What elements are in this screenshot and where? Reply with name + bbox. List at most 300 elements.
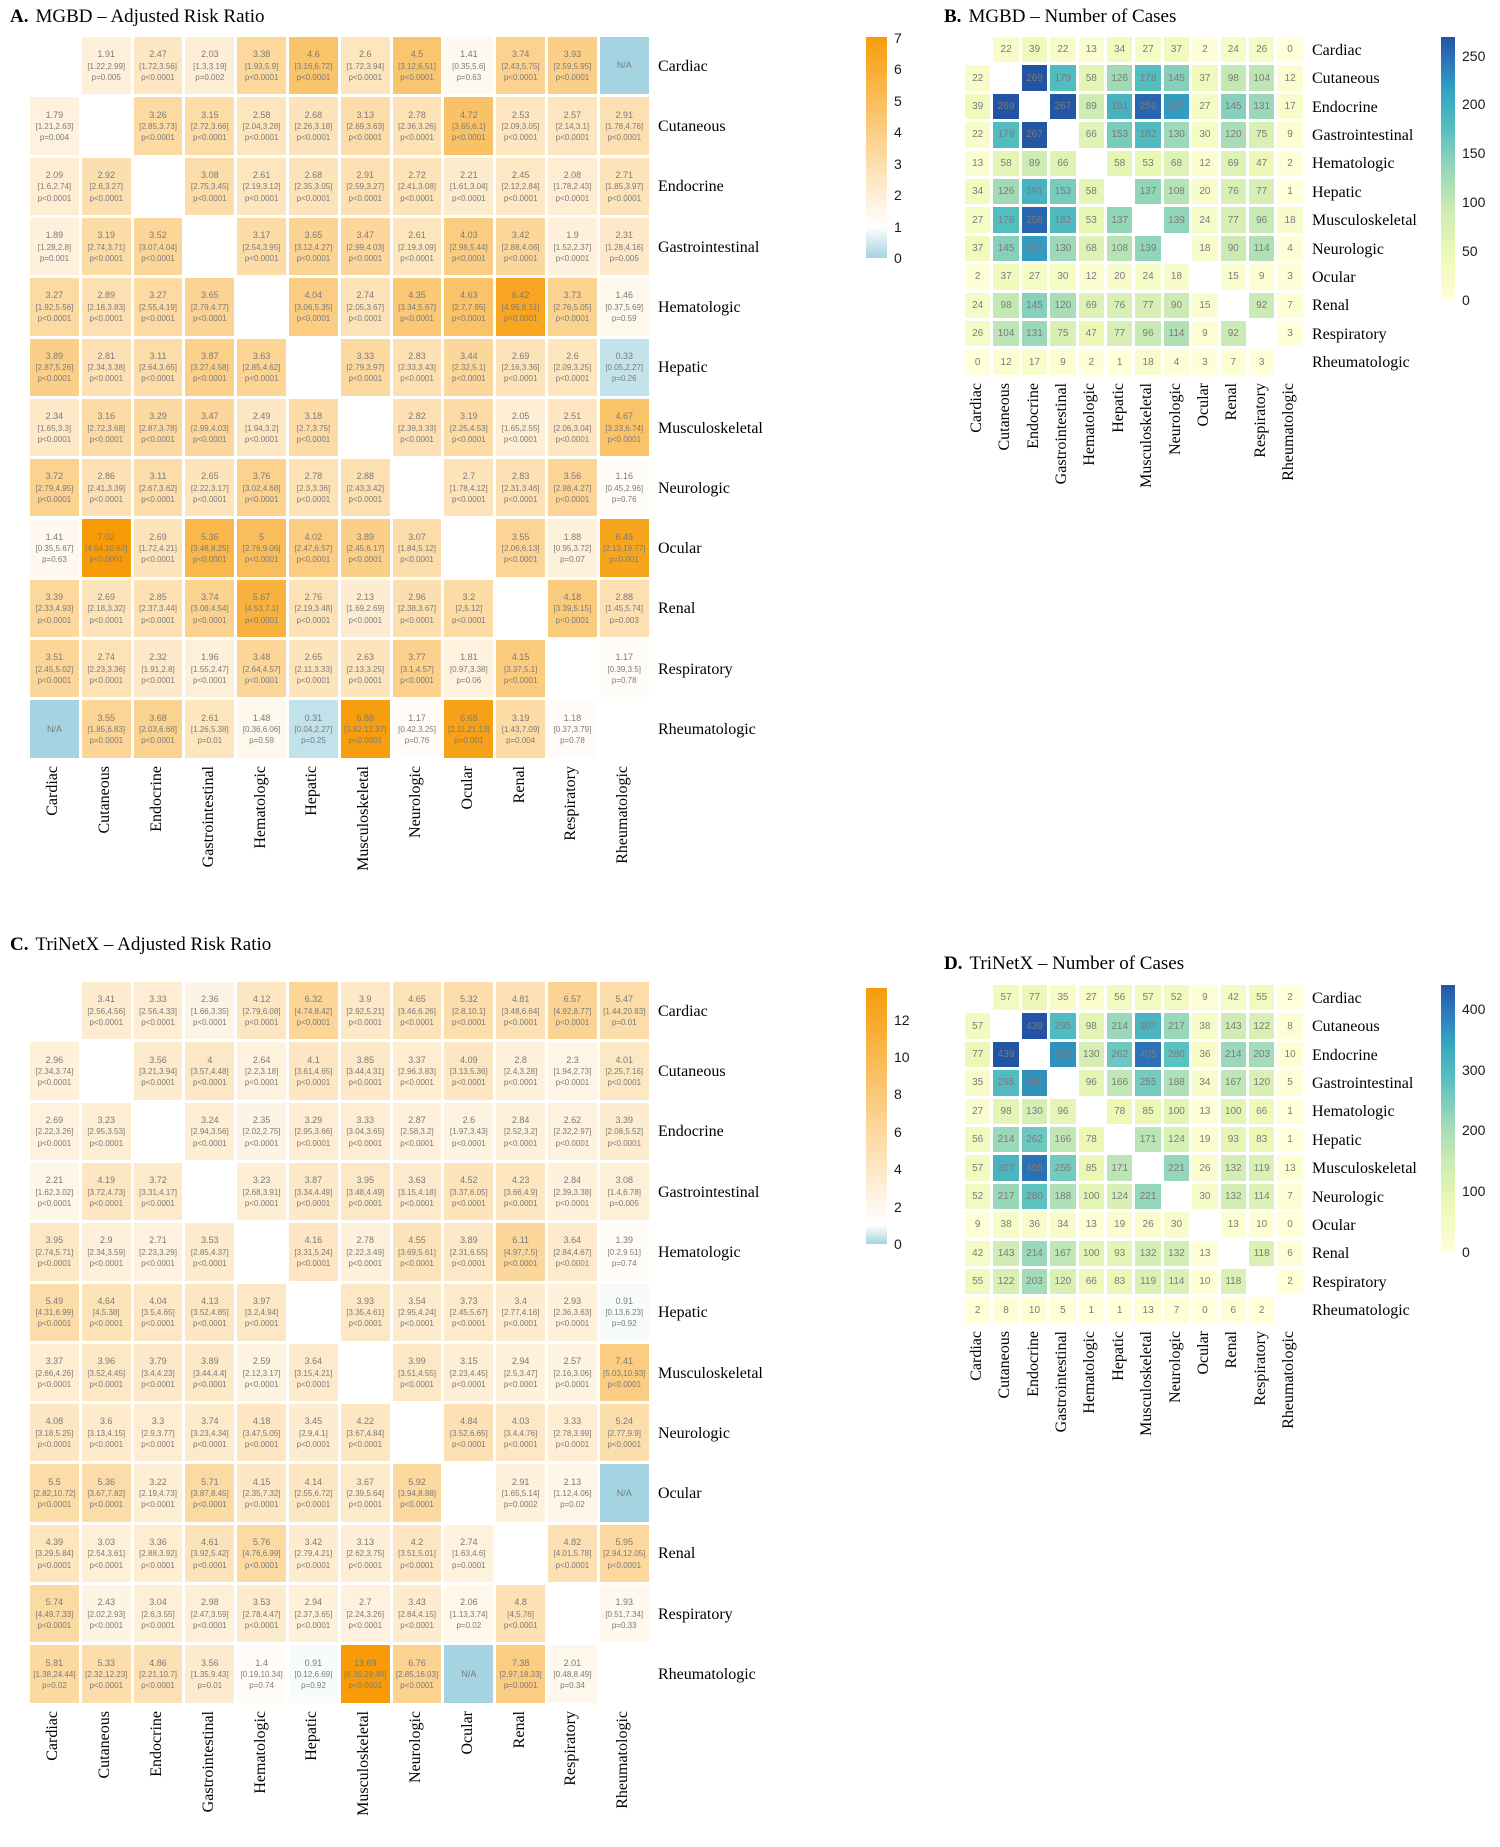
risk-ratio-value: 3.64 — [304, 1356, 323, 1366]
risk-ratio-value: 3.42 — [511, 230, 530, 241]
risk-ratio-value: 4.16 — [304, 1235, 323, 1246]
risk-ratio-value: 2.49 — [252, 411, 271, 421]
p-value: p<0.0001 — [503, 1620, 538, 1630]
risk-ratio-value: 3.2 — [462, 591, 476, 602]
p-value: p<0.0001 — [141, 1198, 175, 1208]
heatmap-cell — [444, 339, 493, 396]
confidence-interval: [2.72,3.68] — [87, 423, 126, 433]
p-value: p=0.003 — [609, 615, 639, 625]
p-value: p=0.005 — [91, 72, 121, 82]
heatmap-cell — [393, 1645, 442, 1702]
heatmap-cell — [341, 339, 390, 396]
heatmap-cell — [393, 982, 442, 1039]
heatmap-cell — [30, 339, 79, 396]
confidence-interval: [1.13,3.74] — [449, 1609, 488, 1619]
p-value: p<0.0001 — [141, 1620, 175, 1630]
risk-ratio-value: 2.83 — [408, 350, 426, 361]
p-value: p<0.0001 — [37, 193, 72, 203]
risk-ratio-value: 3.72 — [45, 471, 64, 482]
col-label: Neurologic — [407, 766, 425, 838]
col-label: Hematologic — [251, 1711, 269, 1794]
heatmap-cell — [30, 700, 79, 757]
risk-ratio-value: 2.88 — [615, 591, 633, 602]
confidence-interval: [2.76,5.05] — [553, 302, 592, 312]
p-value: p<0.0001 — [296, 1560, 331, 1570]
p-value: p<0.0001 — [348, 1017, 383, 1027]
confidence-interval: [2.35,7.32] — [242, 1489, 281, 1499]
heatmap-cell — [134, 399, 183, 456]
confidence-interval: [1.28,2.8] — [37, 242, 72, 252]
risk-ratio-value: 3.56 — [563, 471, 582, 482]
row-label: Rheumatologic — [1312, 354, 1410, 372]
heatmap-cell: 100 — [1079, 1184, 1104, 1209]
heatmap-cell — [341, 1042, 390, 1099]
risk-ratio-value: 3.48 — [252, 652, 271, 663]
confidence-interval: [2.92,5.21] — [346, 1006, 385, 1016]
heatmap-cell — [393, 218, 442, 275]
confidence-interval: [2.19,3.09] — [398, 242, 436, 252]
p-value: p=0.92 — [611, 1319, 637, 1329]
risk-ratio-value: 2.6 — [462, 1114, 476, 1125]
col-label: Cutaneous — [96, 766, 114, 834]
confidence-interval: [2.24,3.26] — [346, 1609, 385, 1619]
heatmap-cell — [30, 1404, 79, 1461]
heatmap-cell: 7 — [1277, 293, 1302, 318]
risk-ratio-value: 3.39 — [615, 1114, 633, 1125]
heatmap-cell: 10 — [1249, 1212, 1274, 1237]
heatmap-cell — [600, 278, 649, 335]
heatmap-cell — [341, 278, 390, 335]
p-value: p<0.0001 — [452, 1319, 486, 1329]
heatmap-cell: 30 — [1192, 1184, 1217, 1209]
risk-ratio-value: 3.99 — [408, 1356, 426, 1366]
confidence-interval: [2.6,3.27] — [89, 182, 123, 192]
heatmap-cell: 96 — [1135, 321, 1160, 346]
confidence-interval: [2.55,4.19] — [139, 302, 177, 312]
heatmap-cell: 9 — [1249, 264, 1274, 289]
heatmap-cell: 217 — [1022, 236, 1047, 261]
p-value: p<0.0001 — [89, 615, 124, 625]
heatmap-cell — [82, 399, 131, 456]
heatmap-cell — [237, 1464, 286, 1521]
heatmap-cell — [496, 1645, 545, 1702]
panel-c-title-text: TriNetX – Adjusted Risk Ratio — [35, 934, 272, 955]
risk-ratio-value: 2.71 — [149, 1235, 167, 1246]
p-value: p<0.0001 — [141, 1319, 175, 1329]
heatmap-cell: 368 — [1022, 1070, 1047, 1095]
confidence-interval: [3.87,8.45] — [190, 1489, 229, 1499]
confidence-interval: [3.1,4.57] — [400, 664, 434, 674]
heatmap-cell: 98 — [1221, 65, 1246, 90]
row-label: Neurologic — [1312, 240, 1384, 258]
heatmap-cell: 37 — [1164, 37, 1189, 62]
p-value: p<0.0001 — [141, 1259, 175, 1269]
heatmap-cell: 1 — [1079, 1297, 1104, 1322]
confidence-interval: [2.23,4.45] — [449, 1368, 488, 1378]
heatmap-cell — [600, 339, 649, 396]
confidence-interval: [4.01,5.78] — [553, 1549, 592, 1559]
risk-ratio-value: 3.51 — [45, 652, 64, 663]
heatmap-cell: 13 — [1079, 1212, 1104, 1237]
heatmap-cell — [185, 1284, 234, 1341]
confidence-interval: [1.85,6.83] — [87, 725, 126, 735]
confidence-interval: [2.18,3.32] — [87, 604, 126, 614]
risk-ratio-value: 2.69 — [149, 531, 167, 542]
p-value: p<0.0001 — [141, 736, 175, 746]
confidence-interval: [1.52,2.37] — [553, 242, 592, 252]
risk-ratio-value: 2.86 — [97, 471, 115, 482]
risk-ratio-value: 2.9 — [99, 1235, 113, 1246]
row-label: Gastrointestinal — [658, 238, 760, 256]
p-value: p=0.01 — [197, 1681, 223, 1691]
p-value: p<0.0001 — [193, 495, 227, 505]
risk-ratio-value: 2.31 — [615, 230, 633, 241]
risk-ratio-value: 4.03 — [460, 230, 478, 241]
row-label: Endocrine — [1312, 1046, 1378, 1064]
risk-ratio-value: 4.63 — [460, 290, 478, 301]
heatmap-cell — [548, 1525, 597, 1582]
confidence-interval: [2.45,6.17] — [346, 544, 385, 554]
col-label: Hematologic — [1081, 383, 1099, 466]
confidence-interval: [2.97,18.33] — [499, 1670, 542, 1680]
confidence-interval: [2.7,7.95] — [452, 302, 486, 312]
heatmap-cell — [341, 982, 390, 1039]
heatmap-cell: 76 — [1221, 179, 1246, 204]
risk-ratio-value: 2.96 — [408, 591, 426, 602]
risk-ratio-value: 5.32 — [460, 994, 478, 1005]
heatmap-cell — [289, 1585, 338, 1642]
heatmap-cell: 27 — [965, 207, 990, 232]
confidence-interval: [2.74,5.71] — [35, 1247, 74, 1257]
row-label: Gastrointestinal — [658, 1183, 760, 1201]
p-value: p<0.0001 — [555, 253, 590, 263]
p-value: p<0.0001 — [400, 1500, 434, 1510]
heatmap-cell — [341, 519, 390, 576]
col-label: Respiratory — [562, 1711, 580, 1786]
heatmap-cell — [496, 1464, 545, 1521]
risk-ratio-value: 3.65 — [201, 290, 219, 301]
p-value: p<0.0001 — [141, 1078, 175, 1088]
heatmap-cell — [341, 1163, 390, 1220]
confidence-interval: [1.84,5.12] — [398, 544, 436, 554]
row-label: Hepatic — [658, 1304, 708, 1322]
p-value: p<0.0001 — [141, 374, 175, 384]
heatmap-cell: 5 — [1277, 1070, 1302, 1095]
confidence-interval: [2.14,3.1] — [555, 122, 590, 132]
heatmap-cell — [134, 1344, 183, 1401]
p-value: p<0.0001 — [37, 495, 72, 505]
p-value: p=0.63 — [456, 72, 482, 82]
heatmap-cell: 9 — [1050, 349, 1075, 374]
risk-ratio-value: 2.98 — [201, 1597, 219, 1608]
heatmap-cell — [82, 700, 131, 757]
heatmap-cell: 269 — [1022, 65, 1047, 90]
p-value: p<0.0001 — [244, 675, 279, 685]
p-value: p=0.78 — [560, 736, 585, 746]
col-label: Rheumatologic — [614, 1711, 632, 1809]
p-value: p=0.06 — [456, 675, 482, 685]
heatmap-cell — [289, 158, 338, 215]
row-label: Ocular — [1312, 268, 1356, 286]
colorbar-tick-label: 2 — [894, 1198, 902, 1215]
row-label: Renal — [658, 600, 696, 618]
p-value: p<0.0001 — [452, 133, 486, 143]
row-label: Respiratory — [1312, 1273, 1387, 1291]
risk-ratio-value: 4.22 — [356, 1416, 374, 1427]
p-value: p<0.0001 — [607, 1440, 642, 1450]
confidence-interval: [2.6,3.55] — [141, 1609, 175, 1619]
risk-ratio-value: 1.18 — [563, 712, 582, 723]
heatmap-cell — [600, 519, 649, 576]
row-label: Cutaneous — [1312, 70, 1380, 88]
heatmap-cell — [341, 218, 390, 275]
heatmap-cell: 36 — [1192, 1042, 1217, 1067]
p-value: p<0.0001 — [141, 615, 175, 625]
p-value: p<0.0001 — [141, 1017, 175, 1027]
confidence-interval: [0.36,6.06] — [242, 725, 281, 735]
confidence-interval: [3.2,4.94] — [244, 1308, 279, 1318]
confidence-interval: [2.34,3.59] — [87, 1247, 126, 1257]
risk-ratio-value: 2.78 — [304, 471, 323, 482]
confidence-interval: [2.32,5.1] — [452, 363, 486, 373]
risk-ratio-value: 4.15 — [252, 1476, 271, 1487]
heatmap-cell: 131 — [1022, 321, 1047, 346]
heatmap-cell: 55 — [965, 1269, 990, 1294]
heatmap-cell — [82, 1585, 131, 1642]
heatmap-cell — [600, 459, 649, 516]
p-value: p<0.0001 — [37, 1440, 72, 1450]
heatmap-cell — [289, 519, 338, 576]
risk-ratio-value: 1.91 — [97, 49, 115, 60]
heatmap-cell: 143 — [993, 1241, 1018, 1266]
confidence-interval: [2.99,4.03] — [346, 242, 385, 252]
heatmap-cell — [82, 1103, 131, 1160]
p-value: p<0.0001 — [89, 1198, 124, 1208]
heatmap-cell — [600, 158, 649, 215]
heatmap-cell: 27 — [1079, 985, 1104, 1010]
col-label: Musculoskeletal — [355, 766, 373, 871]
heatmap-cell — [393, 1103, 442, 1160]
confidence-interval: [3.52,4.45] — [87, 1368, 126, 1378]
heatmap-cell — [185, 700, 234, 757]
p-value: p<0.0001 — [348, 1440, 383, 1450]
row-label: Rheumatologic — [658, 1666, 756, 1683]
heatmap-cell: 18 — [1192, 236, 1217, 261]
heatmap-cell — [185, 339, 234, 396]
p-value: p<0.0001 — [555, 314, 590, 324]
confidence-interval: [0.12,6.69] — [294, 1670, 333, 1680]
colorbar — [866, 37, 887, 258]
risk-ratio-value: 2.6 — [358, 49, 372, 60]
confidence-interval: [1.72,3.94] — [346, 61, 385, 71]
heatmap-cell: 2 — [965, 1297, 990, 1322]
risk-ratio-value: 6.88 — [356, 712, 374, 723]
heatmap-cell: 1 — [1107, 1297, 1132, 1322]
heatmap-cell — [185, 1404, 234, 1461]
panel-a-label: A. — [10, 6, 29, 27]
risk-ratio-value: 3.53 — [252, 1597, 271, 1608]
p-value: p<0.0001 — [296, 314, 331, 324]
confidence-interval: [0.37,5.69] — [605, 302, 644, 312]
confidence-interval: [1.78,4.12] — [449, 483, 488, 493]
risk-ratio-value: 3.47 — [356, 230, 374, 241]
heatmap-cell: 66 — [1079, 1269, 1104, 1294]
heatmap-cell: 38 — [993, 1212, 1018, 1237]
p-value: p<0.0001 — [503, 1198, 538, 1208]
heatmap-cell: 2 — [1192, 37, 1217, 62]
risk-ratio-value: 4.5 — [410, 49, 424, 60]
heatmap-cell: 188 — [1164, 1070, 1189, 1095]
risk-ratio-value: 2.92 — [97, 169, 115, 180]
heatmap-cell — [82, 640, 131, 697]
na-cell-label: N/A — [461, 1668, 477, 1679]
row-label: Respiratory — [658, 660, 733, 678]
confidence-interval: [0.95,3.72] — [553, 544, 592, 554]
p-value: p<0.0001 — [89, 675, 124, 685]
p-value: p=0.02 — [42, 1681, 67, 1691]
confidence-interval: [2.94,3.56] — [190, 1127, 229, 1137]
p-value: p<0.0001 — [244, 1198, 279, 1208]
p-value: p<0.0001 — [348, 72, 383, 82]
p-value: p<0.0001 — [89, 1138, 124, 1148]
confidence-interval: [0.35,5.6] — [452, 61, 486, 71]
heatmap-cell — [185, 158, 234, 215]
heatmap-cell — [548, 1223, 597, 1280]
risk-ratio-value: 3.4 — [514, 1295, 527, 1306]
p-value: p<0.0001 — [89, 495, 124, 505]
colorbar-tick-label: 8 — [894, 1086, 902, 1103]
heatmap-cell — [134, 1585, 183, 1642]
heatmap-cell — [496, 1163, 545, 1220]
row-label: Musculoskeletal — [1312, 212, 1417, 230]
heatmap-cell: 37 — [1192, 65, 1217, 90]
col-label: Hematologic — [1081, 1331, 1099, 1414]
p-value: p<0.0001 — [296, 1620, 331, 1630]
confidence-interval: [2,5.12] — [455, 604, 483, 614]
heatmap-cell: 188 — [1050, 1184, 1075, 1209]
risk-ratio-value: 3.33 — [356, 350, 374, 361]
confidence-interval: [2.35,3.05] — [294, 182, 333, 192]
risk-ratio-value: 2.74 — [97, 652, 115, 663]
p-value: p<0.0001 — [89, 1620, 124, 1630]
p-value: p<0.0001 — [244, 374, 279, 384]
colorbar-tick-label: 4 — [894, 1161, 902, 1178]
p-value: p=0.74 — [249, 1681, 274, 1691]
p-value: p<0.0001 — [400, 1560, 434, 1570]
heatmap-cell: 132 — [1135, 1241, 1160, 1266]
heatmap-cell — [444, 1042, 493, 1099]
risk-ratio-value: 5.71 — [201, 1476, 219, 1487]
heatmap-cell: 0 — [965, 349, 990, 374]
risk-ratio-value: 2.65 — [304, 652, 323, 663]
heatmap-cell — [341, 37, 390, 94]
confidence-interval: [3.08,4.54] — [190, 604, 229, 614]
confidence-interval: [0.19,10.34] — [240, 1670, 283, 1680]
heatmap-cell: 96 — [1249, 207, 1274, 232]
confidence-interval: [2.06,3.04] — [553, 423, 592, 433]
risk-ratio-value: 3.95 — [45, 1235, 64, 1246]
p-value: p<0.0001 — [141, 1500, 175, 1510]
confidence-interval: [2.72,3.66] — [190, 122, 229, 132]
p-value: p<0.0001 — [141, 434, 175, 444]
heatmap-cell: 24 — [965, 293, 990, 318]
heatmap-cell: 104 — [993, 321, 1018, 346]
heatmap-cell — [600, 1525, 649, 1582]
confidence-interval: [4.92,8.77] — [553, 1006, 592, 1016]
confidence-interval: [2.54,3.61] — [87, 1549, 126, 1559]
risk-ratio-value: 3.74 — [201, 591, 219, 602]
risk-ratio-value: 3.16 — [97, 411, 115, 421]
p-value: p<0.0001 — [244, 1620, 279, 1630]
risk-ratio-value: 3.29 — [149, 411, 167, 421]
heatmap-cell — [134, 37, 183, 94]
heatmap-cell — [289, 1103, 338, 1160]
risk-ratio-value: 3.47 — [201, 411, 219, 421]
heatmap-cell: 439 — [993, 1042, 1018, 1067]
col-label: Neurologic — [1166, 1331, 1184, 1403]
risk-ratio-value: 2.65 — [201, 471, 219, 482]
heatmap-cell: 221 — [1164, 1155, 1189, 1180]
risk-ratio-value: 3.42 — [304, 1536, 323, 1547]
p-value: p<0.0001 — [348, 133, 383, 143]
heatmap-cell: 56 — [965, 1127, 990, 1152]
risk-ratio-value: 4.08 — [45, 1416, 64, 1427]
heatmap-cell — [237, 1585, 286, 1642]
colorbar-tick-label: 0 — [1462, 1244, 1470, 1260]
heatmap-cell: 38 — [1192, 1013, 1217, 1038]
confidence-interval: [3.31,5.24] — [294, 1247, 333, 1257]
heatmap-cell: 405 — [1135, 1042, 1160, 1067]
heatmap-cell: 15 — [1221, 264, 1246, 289]
p-value: p<0.0001 — [452, 1078, 486, 1088]
colorbar-tick-label: 50 — [1462, 243, 1478, 260]
risk-ratio-value: 3.77 — [408, 652, 426, 663]
col-label: Gastrointestinal — [1052, 383, 1070, 485]
heatmap-cell: 57 — [1135, 985, 1160, 1010]
heatmap-cell — [548, 519, 597, 576]
confidence-interval: [2.09,3.05] — [501, 122, 540, 132]
heatmap-cell — [82, 1645, 131, 1702]
heatmap-cell — [393, 399, 442, 456]
col-label: Endocrine — [1024, 1331, 1042, 1397]
risk-ratio-value: 2.03 — [201, 49, 219, 60]
confidence-interval: [1.45,5.74] — [605, 604, 644, 614]
heatmap-cell: 139 — [1135, 236, 1160, 261]
confidence-interval: [3.48,8.25] — [190, 544, 229, 554]
confidence-interval: [3.67,4.84] — [346, 1428, 385, 1438]
confidence-interval: [4.76,6.99] — [242, 1549, 281, 1559]
risk-ratio-value: 2.78 — [408, 109, 426, 120]
p-value: p<0.0001 — [141, 253, 175, 263]
confidence-interval: [2.82,10.72] — [33, 1489, 76, 1499]
heatmap-cell — [444, 1585, 493, 1642]
col-label: Respiratory — [1251, 383, 1269, 458]
p-value: p<0.0001 — [89, 374, 124, 384]
risk-ratio-value: 2.01 — [563, 1657, 582, 1668]
heatmap-cell — [548, 1042, 597, 1099]
confidence-interval: [2.75,3.45] — [190, 182, 229, 192]
heatmap-cell: 66 — [1249, 1099, 1274, 1124]
risk-ratio-value: 2.13 — [356, 591, 374, 602]
heatmap-cell — [30, 1645, 79, 1702]
risk-ratio-value: 3.38 — [252, 49, 271, 60]
p-value: p<0.0001 — [244, 1560, 279, 1570]
colorbar-tick-label: 100 — [1462, 194, 1486, 211]
heatmap-cell: 77 — [1221, 207, 1246, 232]
heatmap-cell: 295 — [993, 1070, 1018, 1095]
confidence-interval: [1.78,2.43] — [553, 182, 592, 192]
heatmap-cell: 22 — [993, 37, 1018, 62]
